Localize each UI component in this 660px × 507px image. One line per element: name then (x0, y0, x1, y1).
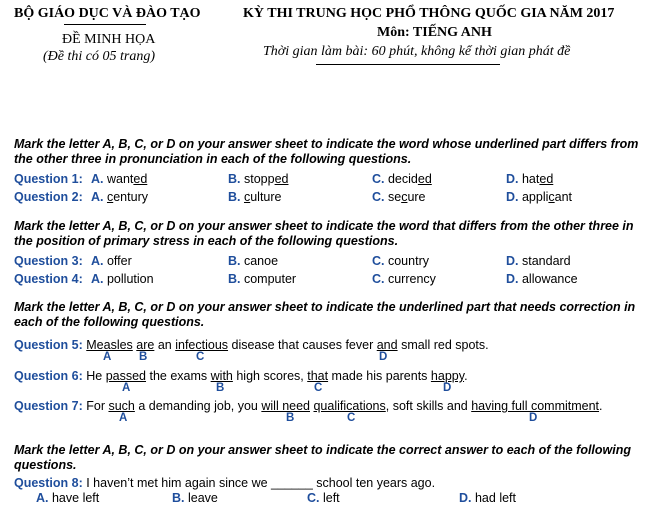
q2-option-c: C. secure (372, 190, 426, 204)
question-label: Question 1: (14, 172, 83, 186)
q5-mark-b: B (139, 351, 148, 363)
q7-mark-d: D (529, 412, 538, 424)
q6-part-a: passed (105, 369, 147, 383)
q8-option-d: D. had left (459, 491, 516, 505)
q5-mark-a: A (103, 351, 112, 363)
question-6-row: Question 6: He passed the exams with high scores, that made his parents happy. (14, 369, 468, 383)
ministry-name: BỘ GIÁO DỤC VÀ ĐÀO TẠO (14, 6, 201, 21)
section-1-instruction: Mark the letter A, B, C, or D on your answer sheet to indicate the word whose underlined part differs from the other three in pronunciation in each of the following questions. (14, 137, 639, 166)
q2-option-a: A. century (91, 190, 148, 204)
time-note: Thời gian làm bài: 60 phút, không kể thời gian phát đề (263, 44, 571, 59)
subject: Môn: TIẾNG ANH (377, 25, 492, 40)
q5-part-c: infectious (175, 338, 229, 352)
q7-part-a: such (108, 399, 135, 413)
section-2-instruction: Mark the letter A, B, C, or D on your answer sheet to indicate the word that differs from the other three in the position of primary stress in each of the following questions. (14, 219, 634, 248)
question-5-row: Question 5: Measles are an infectious disease that causes fever and small red spots. (14, 338, 489, 352)
q5-part-b: are (136, 338, 155, 352)
q1-option-a: A. wanted (91, 172, 148, 186)
q5-mark-d: D (379, 351, 388, 363)
q1-option-b: B. stopped (228, 172, 289, 186)
q7-part-d: having full commitment (471, 399, 600, 413)
section-4-instruction: Mark the letter A, B, C, or D on your answer sheet to indicate the correct answer to each of the following questions. (14, 443, 632, 472)
q6-mark-b: B (216, 382, 225, 394)
question-label: Question 7: (14, 399, 83, 413)
q8-option-b: B. leave (172, 491, 218, 505)
q6-mark-d: D (443, 382, 452, 394)
question-label: Question 2: (14, 190, 83, 204)
q1-option-c: C. decided (372, 172, 432, 186)
q4-option-c: C. currency (372, 272, 436, 286)
q3-option-c: C. country (372, 254, 429, 268)
q1-option-d: D. hated (506, 172, 554, 186)
q7-mark-c: C (347, 412, 356, 424)
q3-option-b: B. canoe (228, 254, 279, 268)
q2-option-d: D. applicant (506, 190, 573, 204)
q4-option-b: B. computer (228, 272, 297, 286)
q6-mark-c: C (314, 382, 323, 394)
pages-note: (Đề thi có 05 trang) (43, 49, 155, 64)
ministry-underline (64, 24, 146, 25)
question-2-row (14, 190, 83, 204)
q5-part-a: Measles (86, 338, 133, 352)
q7-mark-b: B (286, 412, 295, 424)
q6-mark-a: A (122, 382, 131, 394)
q4-option-a: A. pollution (91, 272, 154, 286)
q4-option-d: D. allowance (506, 272, 578, 286)
time-underline (316, 64, 500, 65)
question-4-row (14, 272, 83, 286)
q8-option-a: A. have left (36, 491, 100, 505)
question-3-row (14, 254, 83, 268)
q5-mark-c: C (196, 351, 205, 363)
q7-mark-a: A (119, 412, 128, 424)
question-7-row: Question 7: For such a demanding job, you will need qualifications, soft skills and having full commitment. (14, 399, 603, 413)
q6-part-c: that (307, 369, 329, 383)
section-3-instruction: Mark the letter A, B, C, or D on your answer sheet to indicate the underlined part that needs correction in each of the following questions. (14, 300, 636, 329)
q8-option-c: C. left (307, 491, 340, 505)
question-label: Question 8: (14, 476, 83, 490)
q7-part-b: will need (261, 399, 310, 413)
question-8-row: Question 8: I haven’t met him again since we ______ school ten years ago. (14, 476, 436, 490)
q2-option-b: B. culture (228, 190, 282, 204)
question-label: Question 4: (14, 272, 83, 286)
question-label: Question 5: (14, 338, 83, 352)
q5-part-d: and (376, 338, 398, 352)
doc-type: ĐỀ MINH HỌA (62, 32, 156, 47)
q6-part-b: with (210, 369, 233, 383)
q6-part-d: happy (430, 369, 465, 383)
question-label: Question 6: (14, 369, 83, 383)
q7-part-c: qualifications (313, 399, 386, 413)
question-1-row (14, 172, 83, 186)
exam-title: KỲ THI TRUNG HỌC PHỔ THÔNG QUỐC GIA NĂM 2017 (243, 6, 615, 21)
question-label: Question 3: (14, 254, 83, 268)
q3-option-a: A. offer (91, 254, 132, 268)
q3-option-d: D. standard (506, 254, 571, 268)
